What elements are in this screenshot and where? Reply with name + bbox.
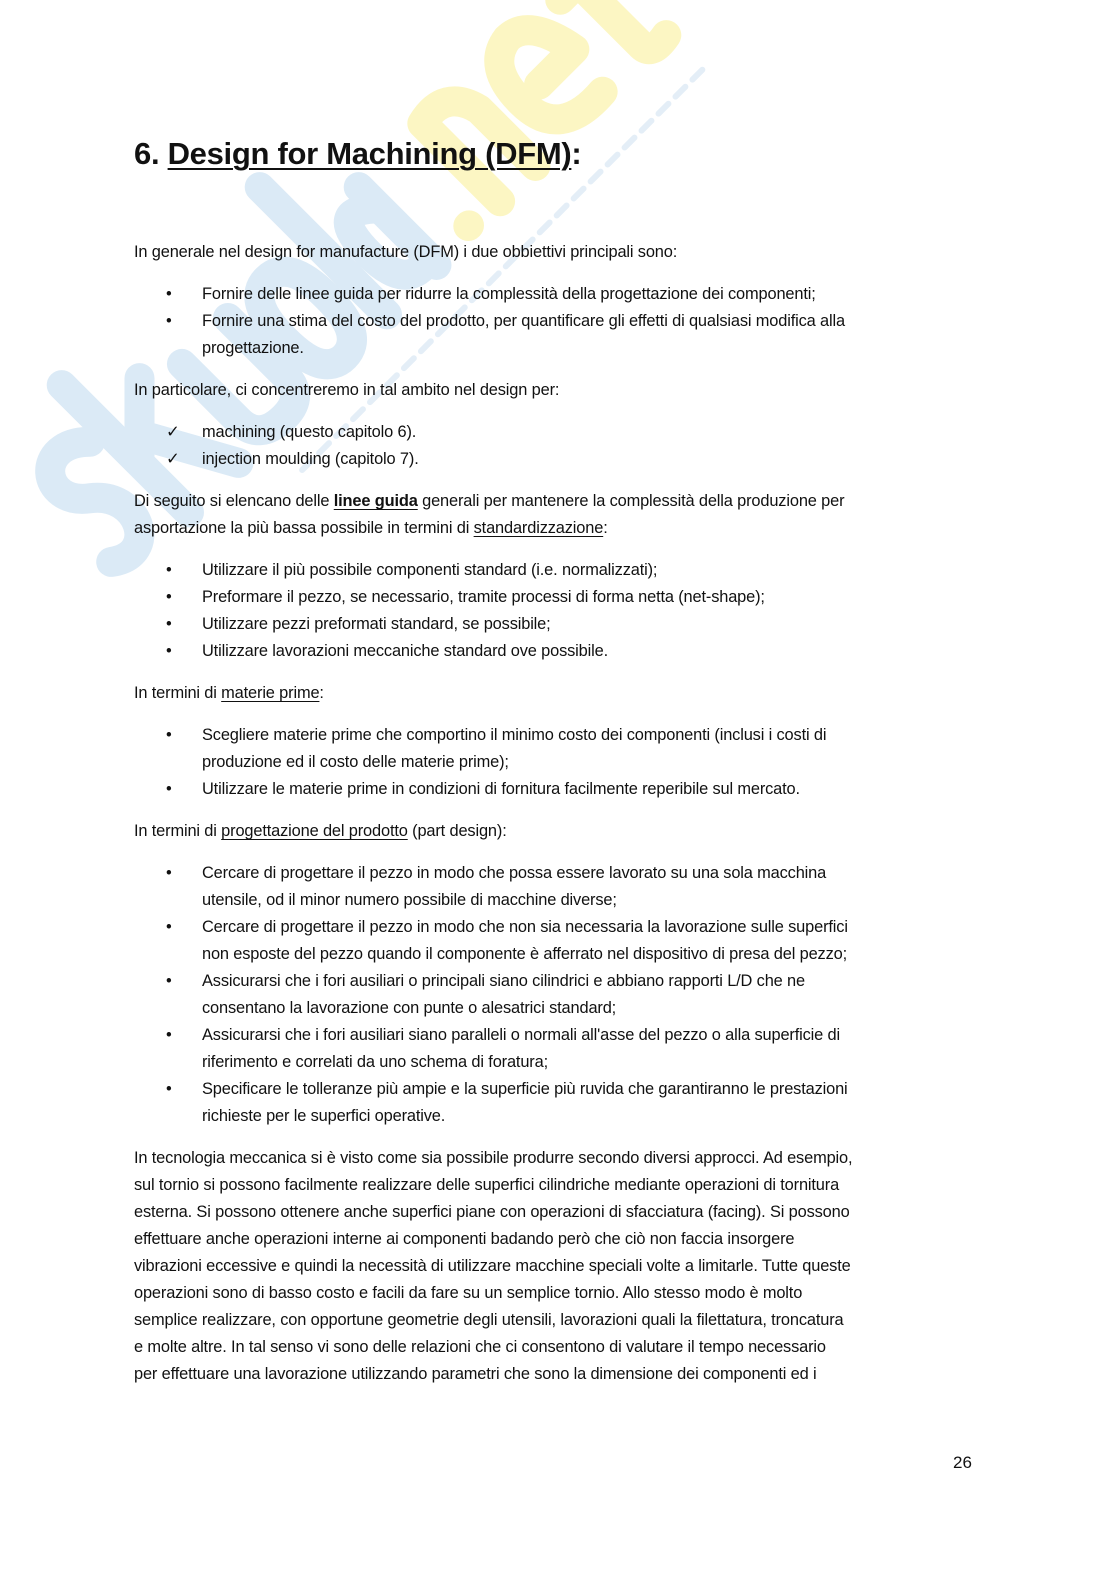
text-run: per effettuare una lavorazione utilizzando parametri che sono la dimensione dei componenti ed i (134, 1365, 817, 1383)
text-line (134, 488, 984, 515)
text-run: semplice realizzare, con opportune geometrie degli utensili, lavorazioni quali la filettatura, troncatura (134, 1311, 844, 1329)
text-run: vibrazioni eccessive e quindi la necessità di utilizzare macchine speciali volte a limitarle. Tutte queste (134, 1257, 851, 1275)
list-item (134, 308, 984, 362)
text-run: Di seguito si elencano delle (134, 492, 334, 510)
bullet-icon: • (166, 864, 172, 882)
text-run: Fornire delle linee guida per ridurre la complessità della progettazione dei componenti; (202, 285, 816, 303)
text-run: asportazione la più bassa possibile in termini di (134, 519, 474, 537)
text-line (134, 818, 984, 845)
bullet-icon: • (166, 918, 172, 936)
text-run: In particolare, ci concentreremo in tal ambito nel design per: (134, 381, 560, 399)
text-line (202, 281, 984, 308)
text-line (202, 638, 984, 665)
text-line (202, 749, 984, 776)
bullet-icon: • (166, 312, 172, 330)
text-line (202, 887, 984, 914)
list-item (134, 557, 984, 584)
text-run: Utilizzare il più possibile componenti standard (i.e. normalizzati); (202, 561, 658, 579)
list-item (134, 860, 984, 914)
text-line (134, 1199, 984, 1226)
bullet-list (134, 860, 984, 1130)
text-run: sul tornio si possono facilmente realizzare delle superfici cilindriche mediante operazioni di tornitura (134, 1176, 840, 1194)
paragraph (134, 818, 984, 845)
list-item (134, 776, 984, 803)
text-run: Utilizzare pezzi preformati standard, se possibile; (202, 615, 551, 633)
list-item (134, 584, 984, 611)
text-line (134, 1280, 984, 1307)
text-line (134, 1334, 984, 1361)
text-line (202, 446, 984, 473)
text-run: injection moulding (capitolo 7). (202, 450, 419, 468)
text-run: progettazione. (202, 339, 304, 357)
text-run: machining (questo capitolo 6). (202, 423, 417, 441)
text-run: produzione ed il costo delle materie prime); (202, 753, 509, 771)
text-run: non esposte del pezzo quando il componente è afferrato nel dispositivo di presa del pezzo; (202, 945, 847, 963)
bullet-list (134, 281, 984, 362)
text-line (202, 308, 984, 335)
list-item (134, 281, 984, 308)
text-run: Assicurarsi che i fori ausiliari siano paralleli o normali all'asse del pezzo o alla superficie di (202, 1026, 840, 1044)
text-run: Preformare il pezzo, se necessario, tramite processi di forma netta (net-shape); (202, 588, 765, 606)
text-line (202, 419, 984, 446)
text-run: Cercare di progettare il pezzo in modo che possa essere lavorato su una sola macchina (202, 864, 827, 882)
page-number: 26 (953, 1453, 972, 1472)
list-item (134, 638, 984, 665)
paragraph (134, 488, 984, 542)
text-line (134, 1226, 984, 1253)
text-run: riferimento e correlati da uno schema di foratura; (202, 1053, 548, 1071)
bullet-list (134, 722, 984, 803)
text-line (202, 914, 984, 941)
bullet-icon: • (166, 285, 172, 303)
text-run: richieste per le superfici operative. (202, 1107, 446, 1125)
text-run: In tecnologia meccanica si è visto come sia possibile produrre secondo diversi approcci. Ad esempio, (134, 1149, 853, 1167)
list-item (134, 611, 984, 638)
text-line (134, 515, 984, 542)
page-title (134, 136, 581, 172)
text-line (202, 968, 984, 995)
text-run: Specificare le tolleranze più ampie e la superficie più ruvida che garantiranno le prestazioni (202, 1080, 848, 1098)
text-run: effettuare anche operazioni interne ai componenti badando però che ciò non faccia insorgere (134, 1230, 795, 1248)
text-run: (part design): (407, 822, 507, 840)
bullet-list (134, 557, 984, 665)
text-run: Fornire una stima del costo del prodotto, per quantificare gli effetti di qualsiasi modifica alla (202, 312, 845, 330)
checklist (134, 419, 984, 473)
title-suffix: : (571, 136, 582, 171)
text-line (202, 557, 984, 584)
bullet-icon: • (166, 972, 172, 990)
text-run: utensile, od il minor numero possibile di macchine diverse; (202, 891, 617, 909)
text-run: : (319, 684, 324, 702)
text-line (202, 584, 984, 611)
paragraph (134, 377, 984, 404)
text-line (134, 1145, 984, 1172)
list-item (134, 914, 984, 968)
text-run: : (603, 519, 608, 537)
watermark-tld-mark (359, 0, 671, 230)
text-run: In termini di (134, 684, 222, 702)
text-run: In generale nel design for manufacture (DFM) i due obbiettivi principali sono: (134, 243, 678, 261)
emphasized-term: materie prime (221, 684, 320, 702)
text-line (202, 1049, 984, 1076)
text-line (202, 941, 984, 968)
text-run: Utilizzare le materie prime in condizioni di fornitura facilmente reperibile sul mercato. (202, 780, 800, 798)
text-line (202, 335, 984, 362)
text-line (134, 1307, 984, 1334)
list-item (134, 722, 984, 776)
bullet-icon: • (166, 780, 172, 798)
title-text: Design for Machining (DFM) (167, 136, 572, 171)
bullet-icon: • (166, 588, 172, 606)
list-item (134, 1022, 984, 1076)
text-line (134, 377, 984, 404)
text-line (134, 1172, 984, 1199)
text-run: In termini di (134, 822, 222, 840)
document-body (134, 239, 984, 1403)
text-line (134, 680, 984, 707)
text-run: e molte altre. In tal senso vi sono delle relazioni che ci consentono di valutare il tempo necessario (134, 1338, 826, 1356)
bullet-icon: • (166, 561, 172, 579)
bullet-icon: • (166, 1026, 172, 1044)
text-line (134, 239, 984, 266)
list-item (134, 1076, 984, 1130)
emphasized-term: progettazione del prodotto (221, 822, 408, 840)
text-line (202, 995, 984, 1022)
text-line (202, 722, 984, 749)
bullet-icon: • (166, 642, 172, 660)
text-line (202, 776, 984, 803)
text-run: Scegliere materie prime che comportino il minimo costo dei componenti (inclusi i costi di (202, 726, 827, 744)
text-run: esterna. Si possono ottenere anche superfici piane con operazioni di sfacciatura (facing). Si possono (134, 1203, 850, 1221)
text-run: Utilizzare lavorazioni meccaniche standard ove possibile. (202, 642, 608, 660)
bullet-icon: • (166, 615, 172, 633)
text-line (202, 860, 984, 887)
emphasized-term: standardizzazione (473, 519, 604, 537)
text-run: operazioni sono di basso costo e facili da fare su un semplice tornio. Allo stesso modo è molto (134, 1284, 803, 1302)
text-line (134, 1361, 984, 1388)
text-line (202, 611, 984, 638)
title-number: 6. (134, 136, 160, 171)
text-run: Cercare di progettare il pezzo in modo che non sia necessaria la lavorazione sulle superfici (202, 918, 848, 936)
checkmark-icon: ✓ (166, 423, 180, 441)
text-line (134, 1253, 984, 1280)
list-item (134, 446, 984, 473)
paragraph (134, 680, 984, 707)
text-run: generali per mantenere la complessità della produzione per (417, 492, 845, 510)
emphasized-term: linee guida (333, 492, 418, 510)
checkmark-icon: ✓ (166, 450, 180, 468)
paragraph (134, 239, 984, 266)
text-line (202, 1103, 984, 1130)
list-item (134, 419, 984, 446)
paragraph (134, 1145, 984, 1388)
bullet-icon: • (166, 726, 172, 744)
list-item (134, 968, 984, 1022)
text-line (202, 1022, 984, 1049)
bullet-icon: • (166, 1080, 172, 1098)
text-line (202, 1076, 984, 1103)
text-run: consentano la lavorazione con punte o alesatrici standard; (202, 999, 617, 1017)
text-run: Assicurarsi che i fori ausiliari o principali siano cilindrici e abbiano rapporti L/D che ne (202, 972, 805, 990)
